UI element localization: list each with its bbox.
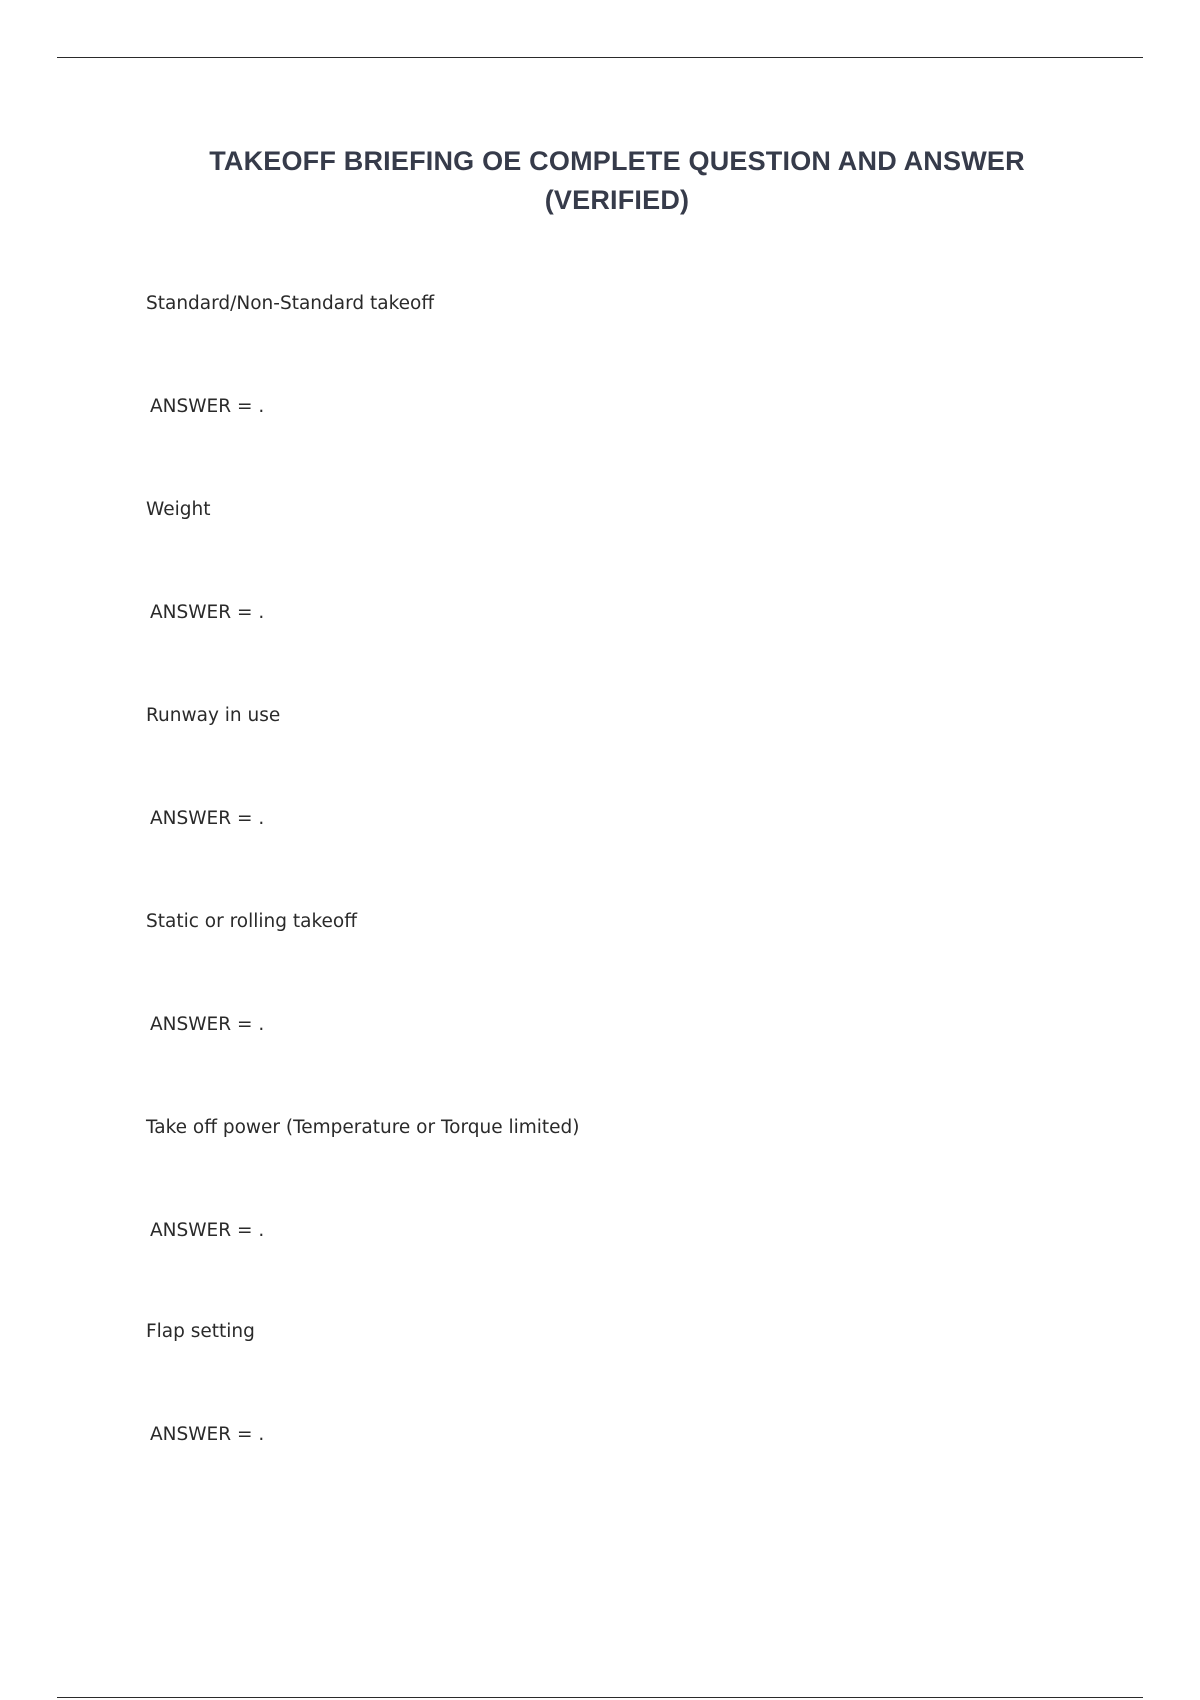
question-text: Flap setting [146,1321,255,1342]
document-title [150,142,1084,220]
header-rule [57,57,1143,58]
answer-text: ANSWER = . [150,602,265,623]
title-line-2: (VERIFIED) [544,185,690,215]
question-text: Static or rolling takeoff [146,911,357,932]
footer-rule [57,1697,1143,1698]
answer-text: ANSWER = . [150,1424,265,1445]
answer-text: ANSWER = . [150,396,265,417]
question-text: Standard/Non-Standard takeoff [146,293,435,314]
question-text: Take off power (Temperature or Torque limited) [146,1117,580,1138]
question-text: Weight [146,499,211,520]
answer-text: ANSWER = . [150,808,265,829]
question-text: Runway in use [146,705,281,726]
answer-text: ANSWER = . [150,1220,265,1241]
answer-text: ANSWER = . [150,1014,265,1035]
title-line-1: TAKEOFF BRIEFING OE COMPLETE QUESTION AND ANSWER [209,146,1025,176]
